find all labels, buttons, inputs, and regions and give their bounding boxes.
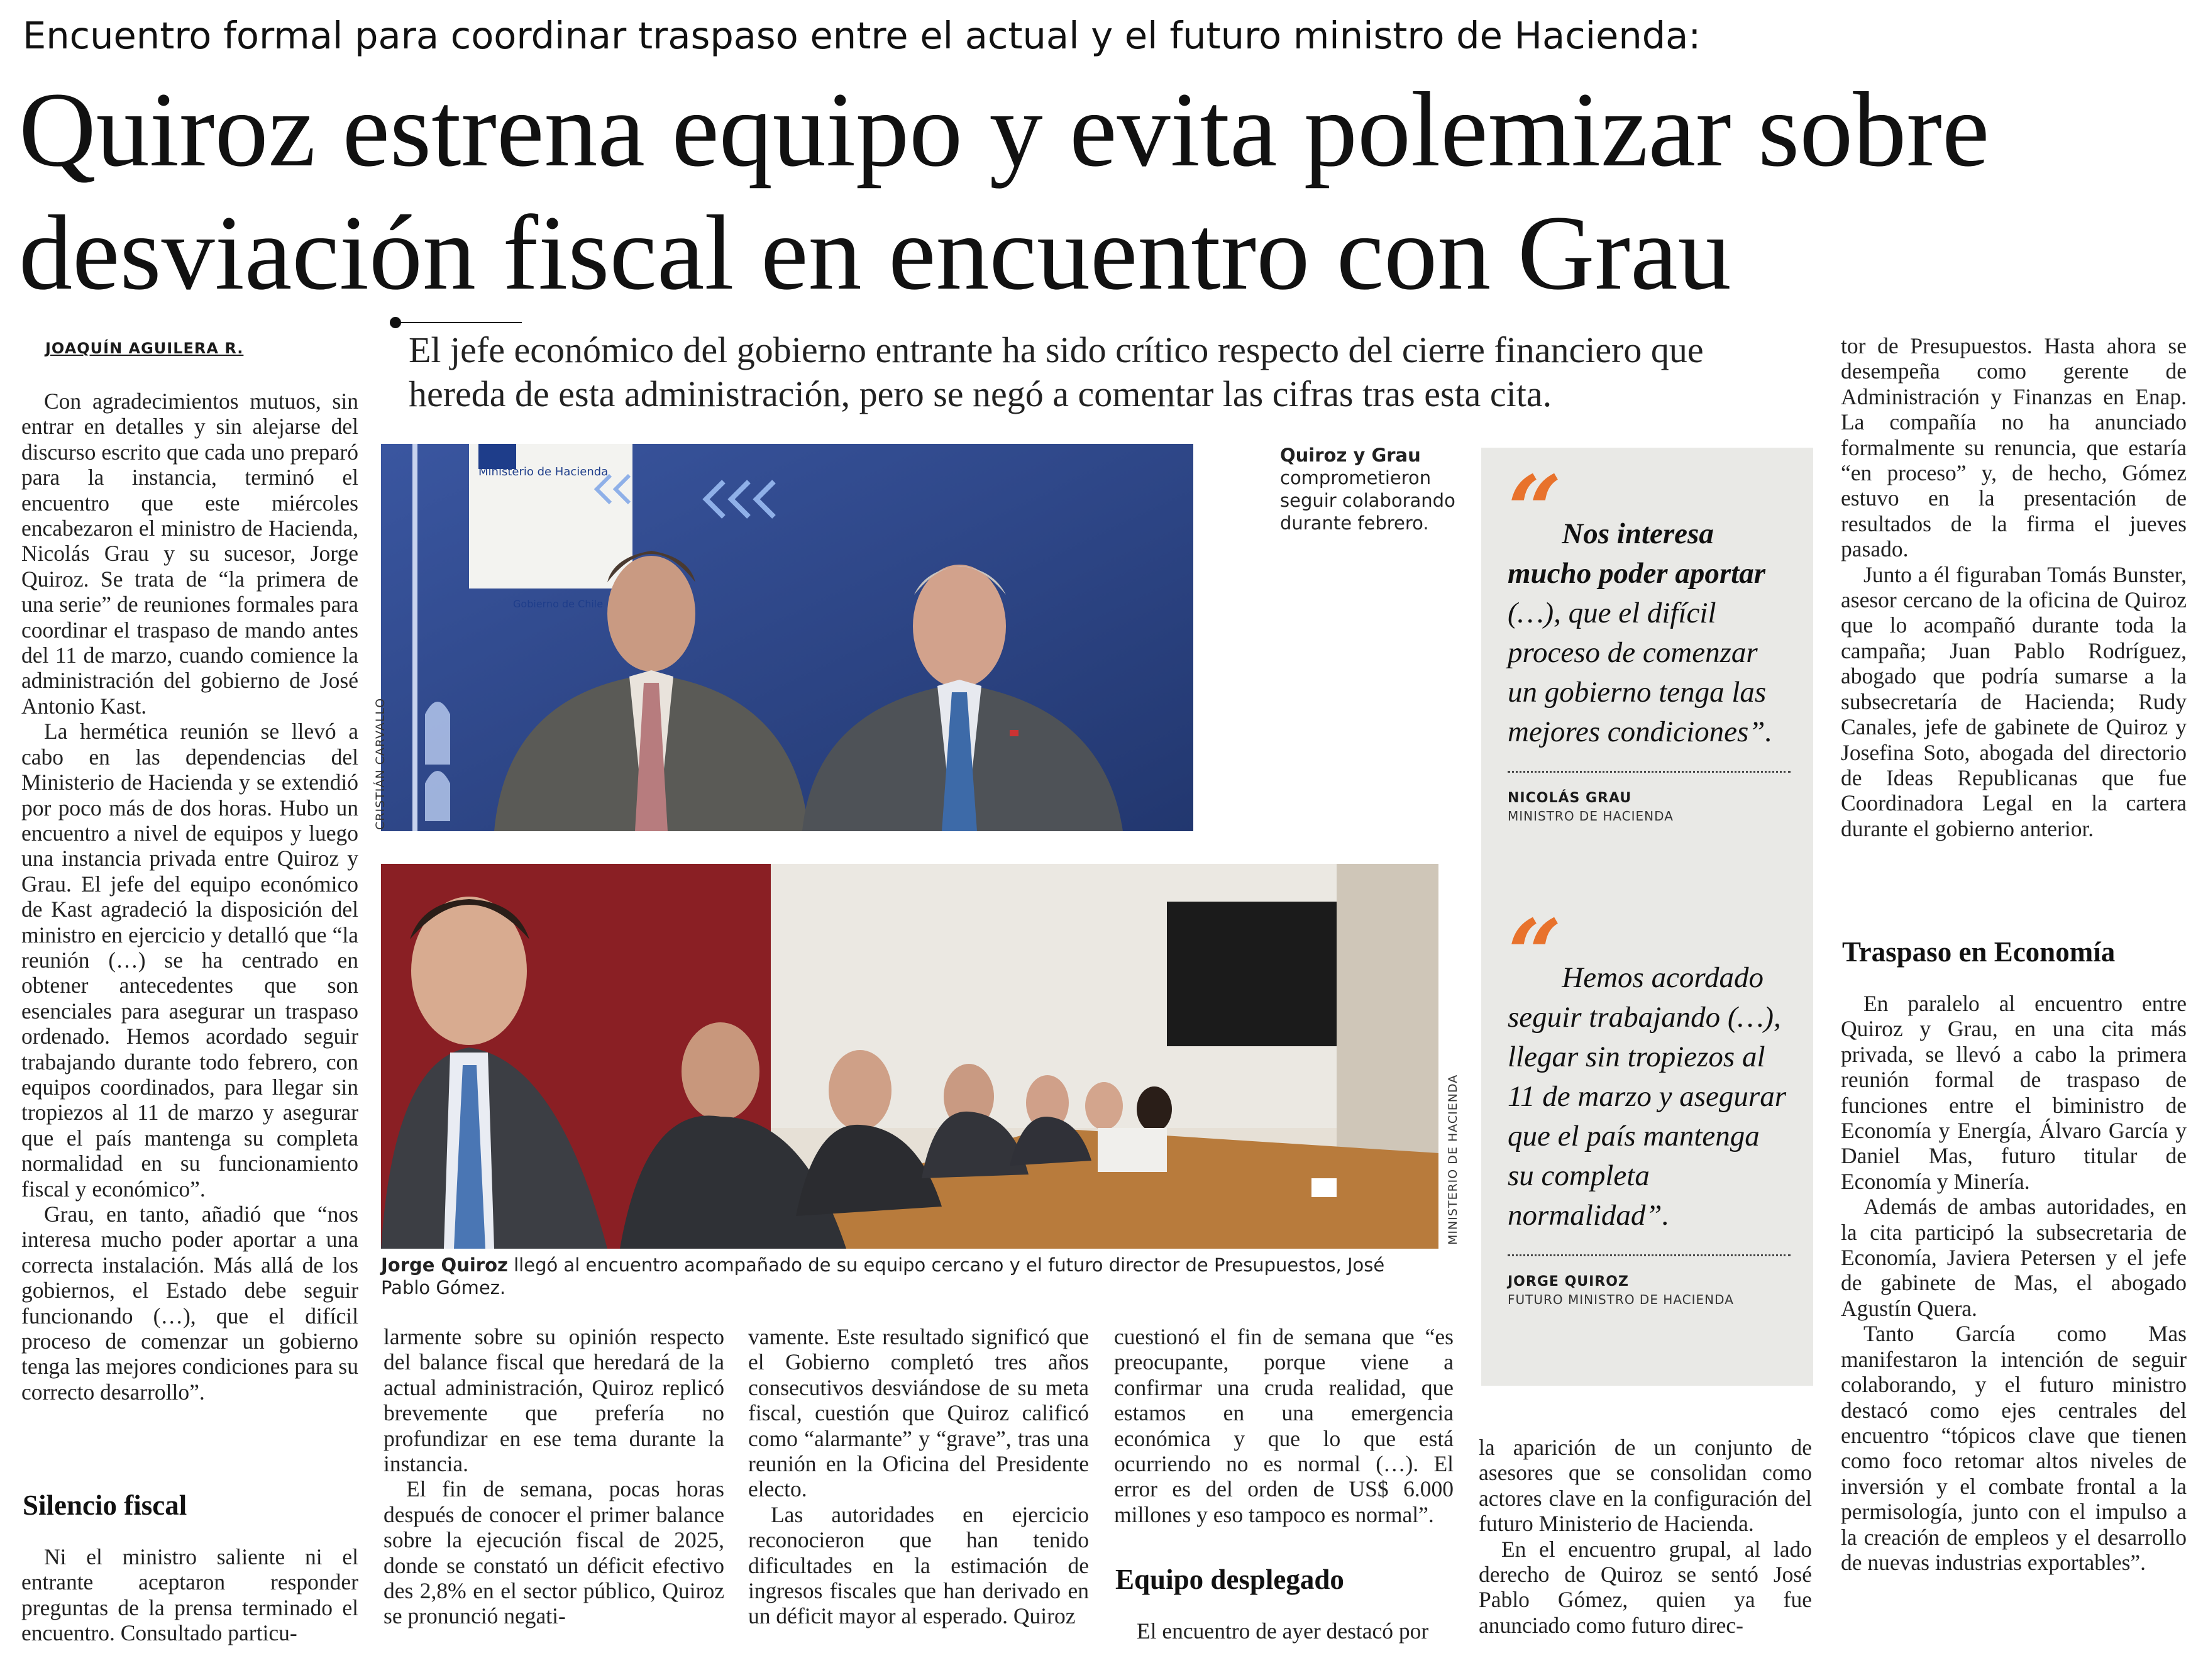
paragraph: El encuentro de ayer destacó por — [1137, 1618, 1429, 1644]
photo-meeting — [381, 864, 1438, 1249]
deck-rule — [396, 322, 522, 323]
photo-credit-2: MINISTERIO DE HACIENDA — [1446, 1074, 1460, 1245]
paragraph: En el encuentro grupal, al lado derecho de Quiroz se sentó José Pablo Gómez, quien ya fue anunciado como futuro direc- — [1479, 1536, 1812, 1638]
paragraph: tor de Presupuestos. Hasta ahora se desempeña como gerente de Administración y Finanzas en Enap. La compañía no ha anunciado formalmente su renuncia, que estaría “en proceso” y, de hecho, Gómez estuvo en la presentación de resultados de la firma el jueves pasado. — [1841, 333, 2187, 562]
paragraph: Las autoridades en ejercicio reconocieron que han tenido dificultades en la estimación de ingresos fiscales que han derivado en un déficit mayor al esperado. Quiroz — [748, 1501, 1089, 1629]
quote-rest: (…), que el difícil proceso de comenzar un gobierno tenga las mejores condiciones”. — [1508, 597, 1773, 748]
article-deck: El jefe económico del gobierno entrante ha sido crítico respecto del cierre financiero que hereda de esta administración, pero se negó a comentar las cifras tras esta cita. — [409, 329, 1704, 414]
subhead-equipo-desplegado: Equipo desplegado — [1115, 1564, 1344, 1595]
paragraph: Ni el ministro saliente ni el entrante aceptaron responder preguntas de la prensa terminado el encuentro. Consultado particu- — [21, 1544, 358, 1646]
body-column-6 — [1841, 333, 2187, 841]
paragraph: vamente. Este resultado significó que el Gobierno completó tres años consecutivos desviándose de su meta fiscal, cuestión que Quiroz calificó como “alarmante” y “grave”, tras una reunión en la Oficina del Presidente electo. — [748, 1324, 1089, 1502]
photo-caption-2 — [381, 1254, 1438, 1299]
quote-text — [1508, 899, 1791, 1235]
sign-ministry-text: Ministerio de Hacienda — [478, 465, 609, 478]
quote-text — [1508, 455, 1791, 752]
body-column-4 — [1114, 1324, 1454, 1527]
quote-divider — [1508, 771, 1791, 773]
quote-name: JORGE QUIROZ — [1508, 1274, 1629, 1290]
subhead-silencio-fiscal: Silencio fiscal — [23, 1489, 187, 1521]
quote-role: FUTURO MINISTRO DE HACIENDA — [1508, 1292, 1734, 1307]
article-headline: Quiroz estrena equipo y evita polemizar sobre desviación fiscal en encuentro con Grau — [19, 70, 1990, 312]
caption-bold: Quiroz y Grau — [1280, 445, 1421, 466]
byline: JOAQUÍN AGUILERA R. — [45, 340, 244, 357]
photo-caption-1 — [1280, 444, 1469, 534]
quote-name: NICOLÁS GRAU — [1508, 790, 1632, 806]
paragraph: Con agradecimientos mutuos, sin entrar en detalles y sin alejarse del discurso escrito que cada uno preparó para la instancia, terminó el encuentro que este miércoles encabezaron el ministro de Hacienda, Nicolás Grau y su sucesor, Jorge Quiroz. Se trata de “la primera de una serie” de reuniones formales para coordinar el traspaso de mando antes del 11 de marzo, cuando comience la administración del gobierno de José Antonio Kast. — [21, 389, 358, 719]
quote-mark-icon: “ — [1508, 455, 1562, 566]
quote-lead: Nos interesa mucho poder aportar — [1508, 517, 1765, 590]
caption-bold: Jorge Quiroz — [381, 1254, 508, 1276]
paragraph: cuestionó el fin de semana que “es preocupante, porque viene a confirmar una cruda realidad, que estamos en una emergencia económica y que lo que está ocurriendo no es normal (…). El error es del orden de US$ 6.000 millones y eso tampoco es normal”. — [1114, 1324, 1454, 1527]
body-column-3 — [748, 1324, 1089, 1629]
photo-credit-1: CRISTIÁN CARVALLO — [373, 697, 387, 830]
quote-role: MINISTRO DE HACIENDA — [1508, 809, 1674, 824]
paragraph: La hermética reunión se llevó a cabo en las dependencias del Ministerio de Hacienda y se extendió por poco más de dos horas. Hubo un encuentro a nivel de equipos y luego una instancia privada entre Quiroz y Grau. El jefe del equipo económico de Kast agradeció la disposición del ministro en ejercicio y detalló que “la reunión (…) se ha centrado en obtener antecedentes que son esenciales para asegurar un traspaso ordenado. Hemos acordado seguir trabajando durante todo febrero, con equipos coordinados, para llegar sin tropiezos al 11 de marzo y asegurar que el país mantenga su completa normalidad en su funcionamiento fiscal y económico”. — [21, 719, 358, 1202]
body-column-1-end — [21, 1544, 358, 1646]
caption-text: comprometieron seguir colaborando durante febrero. — [1280, 467, 1455, 534]
caption-text: llegó al encuentro acompañado de su equipo cercano y el futuro director de Presupuestos, José Pablo Gómez. — [381, 1254, 1385, 1298]
paragraph: Grau, en tanto, añadió que “nos interesa mucho poder aportar a una correcta instalación. Más allá de los gobiernos, el Estado debe seguir funcionando (…), que el difícil proceso de comenzar un gobierno tenga las mejores condiciones para su correcto desarrollo”. — [21, 1202, 358, 1405]
paragraph: larmente sobre su opinión respecto del balance fiscal que heredará de la actual administración, Quiroz replicó brevemente que prefería no profundizar en ese tema durante la instancia. — [384, 1324, 724, 1477]
article-kicker: Encuentro formal para coordinar traspaso entre el actual y el futuro ministro de Hacienda: — [23, 14, 1701, 57]
paragraph: Junto a él figuraban Tomás Bunster, asesor cercano de la oficina de Quiroz que lo acompañó durante toda la campaña; Juan Pablo Rodríguez, abogado que podría sumarse a la subsecretaría de Hacienda; Rudy Canales, jefe de gabinete de Quiroz y Josefina Soto, abogada del directorio de Ideas Republicanas que fue Coordinadora Legal en la cartera durante el gobierno anterior. — [1841, 561, 2187, 841]
quote-divider — [1508, 1254, 1791, 1256]
paragraph: El fin de semana, pocas horas después de conocer el primer balance sobre la ejecución fiscal de 2025, donde se constató un déficit efectivo des 2,8% en el sector público, Quiroz se pronunció negati- — [384, 1476, 724, 1629]
paragraph: Tanto García como Mas manifestaron la intención de seguir colaborando, y el futuro ministro destacó como ejes centrales del encuentro “tópicos clave que tienen como foco retomar altos niveles de inversión y el combate frontal a la permisología, junto con el impulso a la creación de empleos y el desarrollo de nuevas industrias exportables”. — [1841, 1321, 2187, 1575]
photo-quiroz-grau — [381, 444, 1193, 831]
quote-mark-icon: “ — [1508, 899, 1562, 1010]
quote-2 — [1508, 899, 1791, 1307]
paragraph: Además de ambas autoridades, en la cita participó la subsecretaria de Economía, Javiera Petersen y el jefe de gabinete de Mas, el abogado Agustín Quera. — [1841, 1194, 2187, 1321]
body-column-6-end — [1841, 991, 2187, 1575]
body-column-4-end — [1114, 1618, 1454, 1644]
quote-rest: Hemos acordado seguir trabajando (…), llegar sin tropiezos al 11 de marzo y asegurar que el país mantenga su completa normalidad”. — [1508, 961, 1786, 1232]
body-column-2 — [384, 1324, 724, 1629]
paragraph: En paralelo al encuentro entre Quiroz y Grau, en una cita más privada, se llevó a cabo la primera reunión formal de traspaso de funciones entre el biministro de Economía y Energía, Álvaro García y Daniel Mas, futuro titular de Economía y Minería. — [1841, 991, 2187, 1194]
paragraph: la aparición de un conjunto de asesores que se consolidan como actores clave en la configuración del futuro Ministerio de Hacienda. — [1479, 1435, 1812, 1537]
quote-1 — [1508, 455, 1791, 824]
sign-gov-text: Gobierno de Chile — [513, 598, 604, 610]
body-column-5 — [1479, 1435, 1812, 1638]
body-column-1 — [21, 389, 358, 1405]
subhead-traspaso-economia: Traspaso en Economía — [1842, 936, 2116, 968]
